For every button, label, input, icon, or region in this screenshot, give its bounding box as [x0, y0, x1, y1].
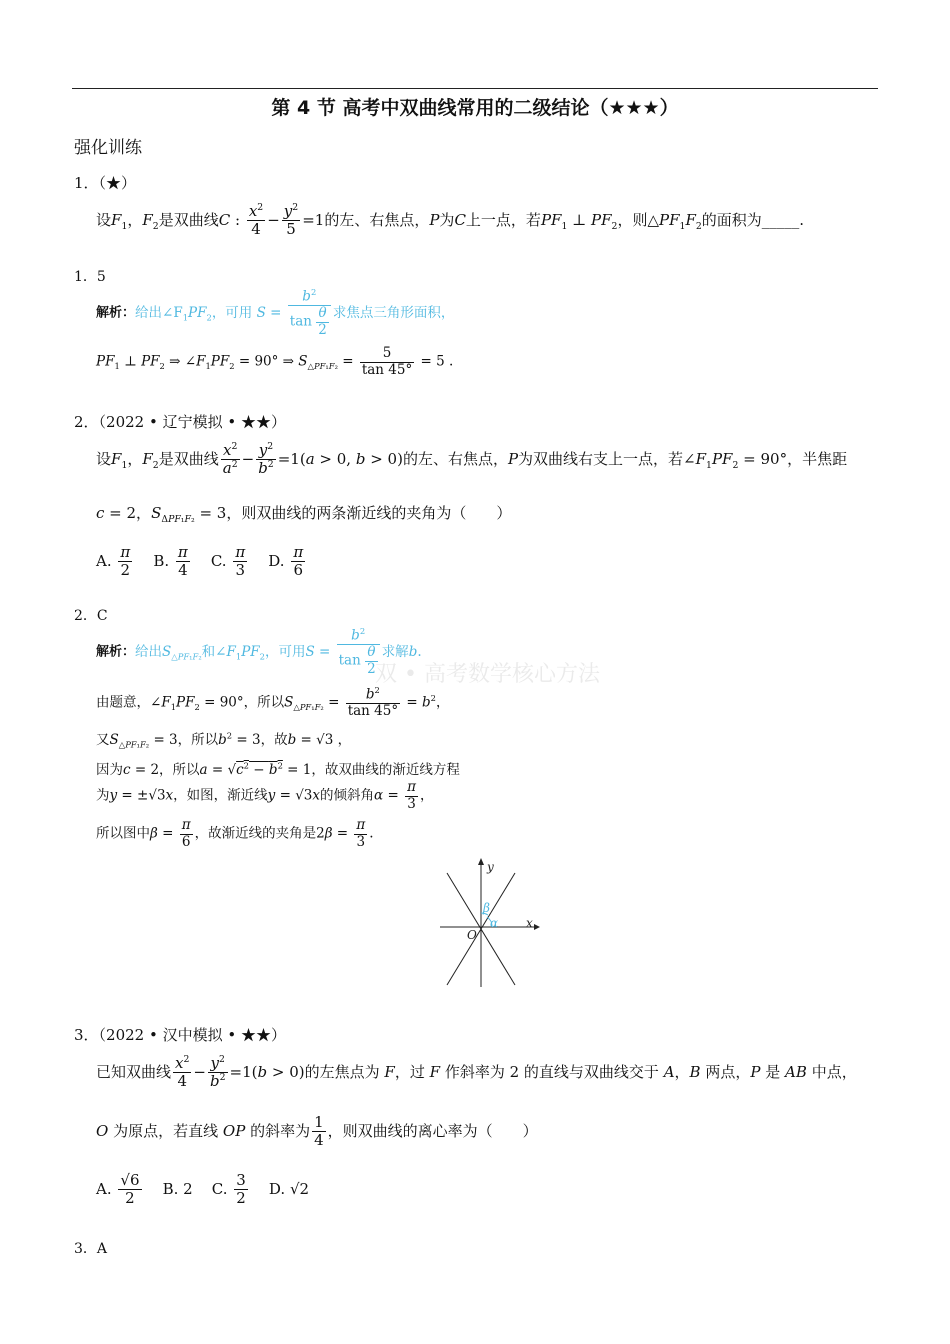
watermark: 双 • 高考数学核心方法: [375, 662, 600, 687]
a1-calc: $PF_1$ ⊥ $PF_2$ ⇒ $\angle F_1PF_2 = 90^\circ$ ⇒ $S_{\triangle PF_1F_2}$ = $\frac{5}{\tan 45^\circ}$ = 5 .: [96, 345, 454, 378]
alpha-label: α: [490, 916, 499, 930]
x-axis-label: x: [526, 916, 533, 930]
a2-hint: 解析：给出$S_{\triangle PF_1F_2}$和$\angle F_1PF_2$，可用S = $b^2$ tan $\frac{\theta}{2}$ 求解b.: [96, 626, 422, 677]
header-rule: [72, 88, 878, 89]
q2-options: A. $\frac{\pi}{2}$ B. $\frac{\pi}{4}$ C. $\frac{\pi}{3}$ D. $\frac{\pi}{6}$: [96, 543, 304, 580]
page-title: 第 4 节 高考中双曲线常用的二级结论（★★★）: [271, 97, 679, 119]
asymptote-figure: [430, 855, 540, 990]
y-axis-label: y: [487, 860, 494, 874]
a3-answer: 3．A: [74, 1241, 108, 1257]
a1-answer: 1．5: [74, 269, 106, 285]
a2-line4: 为y = ±√3x，如图，渐近线y = √3x的倾斜角α = $\frac{\pi}{3}$ ，: [96, 779, 434, 812]
q2-number: 2．（2022 • 辽宁模拟 • ★★）: [74, 413, 286, 431]
q3-text-line1: 已知双曲线 $\frac{x^2}{4}$ − $\frac{y^2}{b^2}$ =1(b > 0)的左焦点为 F，过 F 作斜率为 2 的直线与双曲线交于 A，B 两点，P 是 AB 中点，: [96, 1054, 857, 1091]
a2-line1: 由题意，$\angle F_1PF_2 = 90^\circ$，所以$S_{\triangle PF_1F_2}$ = $\frac{b^2}{\tan 45^\circ}$ = $b^2$，: [96, 685, 450, 720]
q1-text: 设$F_1$，$F_2$是双曲线C : $\frac{x^2}{4}$ − $\frac{y^2}{5}$ =1的左、右焦点，P为C上一点，若$PF_1$ ⊥ $PF_2$，则$\triangle PF_1F_2$的面积为_____.: [96, 202, 805, 239]
q3-number: 3．（2022 • 汉中模拟 • ★★）: [74, 1026, 286, 1044]
a2-line5: 所以图中β = $\frac{\pi}{6}$ ，故渐近线的夹角是2β = $\frac{\pi}{3}$ .: [96, 817, 374, 850]
q2-text-line2: c = 2，$S_{\Delta PF_1F_2} = 3$，则双曲线的两条渐近线的夹角为（ ）: [96, 504, 512, 525]
q3-options: A. $\frac{√6}{2}$ B. 2 C. $\frac{3}{2}$ D. √2: [96, 1171, 310, 1208]
section-heading: 强化训练: [74, 138, 142, 158]
q1-number: 1．（★）: [74, 174, 137, 192]
a1-hint: 解析：给出$\angle F_1PF_2$，可用 S = $b^2$ tan $\frac{\theta}{2}$ 求焦点三角形面积，: [96, 287, 455, 338]
x-axis-arrow: [534, 924, 540, 930]
a2-line2: 又$S_{\triangle PF_1F_2} = 3$，所以$b^2 = 3$，故b = √3 ，: [96, 730, 352, 750]
origin-label: O: [467, 928, 477, 942]
q2-text-line1: 设$F_1$，$F_2$是双曲线 $\frac{x^2}{a^2}$ − $\frac{y^2}{b^2}$ =1(a > 0, b > 0)的左、右焦点，P为双曲线右支上一点，若$\angle F_1PF_2 = 90^\circ$，半焦距: [96, 441, 848, 478]
beta-label: β: [483, 901, 490, 915]
q3-text-line2: O 为原点，若直线 OP 的斜率为 $\frac{1}{4}$ ，则双曲线的离心率为（ ）: [96, 1113, 538, 1150]
a2-answer: 2．C: [74, 608, 108, 624]
y-axis-arrow: [478, 858, 484, 865]
a2-line3: 因为c = 2，所以$a = √c^2 - b^2 = 1$，故双曲线的渐近线方程: [96, 760, 460, 778]
